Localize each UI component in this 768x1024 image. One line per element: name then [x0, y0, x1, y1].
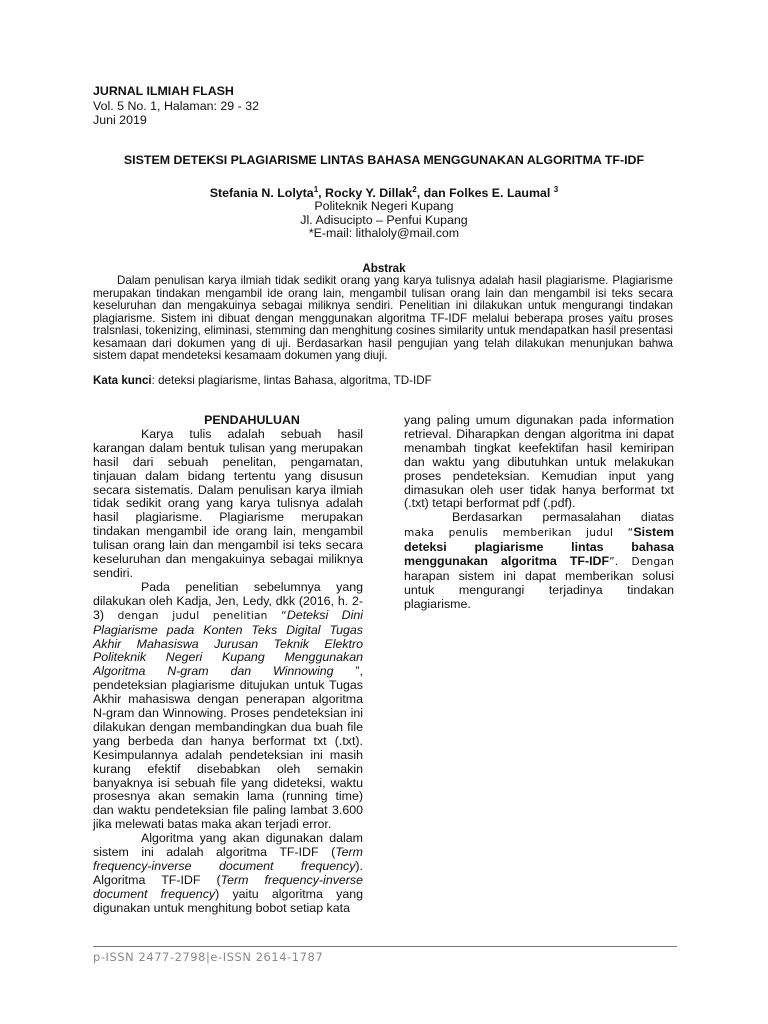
author-email: *E-mail: lithaloly@mail.com: [308, 226, 460, 241]
author-affiliation-mark: 1: [313, 184, 319, 194]
paragraph-text: dengan judul penelitian “: [104, 609, 287, 622]
paragraph: yang paling umum digunakan pada information retrieval. Diharapkan dengan algoritma ini dapat menambah tingkat keefektifan hasil kemiripan dan waktu yang dibutuhkan untuk melakukan proses pendeteksian. Kemudian input yang dimasukan oleh user tidak hanya berformat txt (.txt) tetapi berformat pdf (.pdf).: [404, 413, 674, 511]
paragraph-text: ”, pendeteksian plagiarisme ditujukan untuk Tugas Akhir mahasiswa dengan penerapan algoritma N-gram dan Winnowing. Proses pendeteksian ini dilakukan dengan membandingkan dua buah file yang berbeda dan hanya berformat txt (.txt). Kesimpulannya adalah pendeteksian ini masih kurang efektif disebabkan oleh semakin banyaknya isi sebuah file yang dideteksi, waktu prosesnya akan semakin lama (running time) dan waktu pendeteksian file paling lambat 3.600 jika melewati batas maka akan terjadi error.: [93, 664, 363, 832]
author-names: [60, 186, 708, 200]
term-italic: Term frequency-inverse document frequency: [93, 845, 363, 873]
abstract-text: Dalam penulisan karya ilmiah tidak sedikit orang yang karya tulisnya adalah hasil plagiarisme. Plagiarisme merupakan tindakan mengambil ide orang lain, mengambil tulisan orang lain dan mengambil isi teks secara keseluruhan dan mengakuinya sebagai miliknya sendiri. Penelitian ini dilakukan untuk mengurangi tindakan plagiarisme. Sistem ini dibuat dengan menggunakan algoritma TF-IDF melalui beberapa proses yaitu proses tralsnlasi, tokenizing, eliminasi, stemming dan menghitung cosines similarity untuk mendapatkan hasil presentasi kesamaan dari dokumen yang di uji. Berdasarkan hasil pengujian yang telah dilakukan menunjukan bahwa sistem dapat mendeteksi kesamaam dokumen yang diuji.: [93, 274, 673, 362]
footer-issn: p-ISSN 2477-2798|e-ISSN 2614-1787: [93, 950, 324, 964]
paragraph: [93, 832, 363, 915]
author-name: Stefania N. Lolyta: [209, 186, 314, 200]
left-column: [93, 414, 363, 916]
footer-divider: [93, 946, 677, 947]
journal-date: Juni 2019: [93, 113, 147, 127]
journal-volume: Vol. 5 No. 1, Halaman: 29 - 32: [93, 98, 259, 113]
keywords-label: Kata kunci: [93, 374, 152, 387]
author-name: Folkes E. Laumal: [449, 186, 551, 200]
paragraph-text: Algoritma yang akan digunakan dalam sistem ini adalah algoritma TF-IDF (: [93, 831, 363, 860]
author-name: Rocky Y. Dillak: [325, 186, 413, 200]
paragraph-text: Pada penelitian sebelumnya yang dilakukan oleh Kadja, Jen, Ledy, dkk (2016, h. 2-3): [93, 579, 363, 622]
author-separator: ,: [318, 186, 326, 200]
paragraph-text: ) yaitu algoritma yang digunakan untuk menghitung bobot setiap kata: [93, 886, 363, 915]
paper-title: SISTEM DETEKSI PLAGIARISME LINTAS BAHASA MENGGUNAKAN ALGORITMA TF-IDF: [123, 153, 645, 167]
author-affiliation-mark: 2: [412, 184, 417, 194]
section-title: PENDAHULUAN: [204, 413, 300, 427]
term-italic: Term frequency-inverse document frequency: [93, 872, 364, 901]
cited-title: Deteksi Dini Plagiarisme pada Konten Teks Digital Tugas Akhir Mahasiswa Jurusan Teknik Elektro Politeknik Negeri Kupang Menggunakan Algoritma N-gram dan Winnowing: [93, 607, 364, 679]
author-institution: Politeknik Negeri Kupang: [314, 199, 454, 214]
paragraph-text: Berdasarkan permasalahan diatas: [452, 510, 674, 525]
keywords: [93, 374, 673, 388]
paragraph-text: ”. Dengan: [609, 556, 674, 569]
author-block: [60, 186, 708, 241]
research-title: Sistem deteksi plagiarisme lintas bahasa menggunakan algoritma TF-IDF: [404, 525, 674, 569]
keywords-text: : deteksi plagiarisme, lintas Bahasa, algoritma, TD-IDF: [151, 374, 432, 387]
paragraph: [404, 511, 674, 611]
journal-header: [93, 84, 393, 128]
abstract-body: [93, 275, 673, 363]
author-affiliation-mark: 3: [553, 184, 559, 194]
author-separator: , dan: [416, 186, 450, 200]
author-address: Jl. Adisucipto – Penfui Kupang: [300, 212, 468, 227]
paragraph-text: ). Algoritma TF-IDF (: [93, 859, 363, 887]
journal-name: JURNAL ILMIAH FLASH: [93, 84, 234, 98]
paragraph-text: harapan sistem ini dapat memberikan solusi untuk mengurangi terjadinya tindakan plagiarisme.: [404, 568, 674, 611]
paragraph: [93, 581, 363, 832]
paragraph: Karya tulis adalah sebuah hasil karangan dalam bentuk tulisan yang merupakan hasil dari sebuah penelitan, pengamatan, tinjauan dalam bidang tertentu yang disusun secara sistematis. Dalam penulisan karya ilmiah tidak sedikit orang yang karya tulisnya adalah hasil plagiarisme. Plagiarisme merupakan tindakan mengambil ide orang lain, mengambil tulisan orang lain dan mengambil isi teks secara keseluruhan dan mengakuinya sebagai miliknya sendiri.: [93, 426, 363, 580]
paragraph-text: maka penulis memberikan judul “: [404, 527, 634, 540]
right-column: [404, 414, 674, 612]
abstract-heading: Abstrak: [362, 262, 406, 275]
